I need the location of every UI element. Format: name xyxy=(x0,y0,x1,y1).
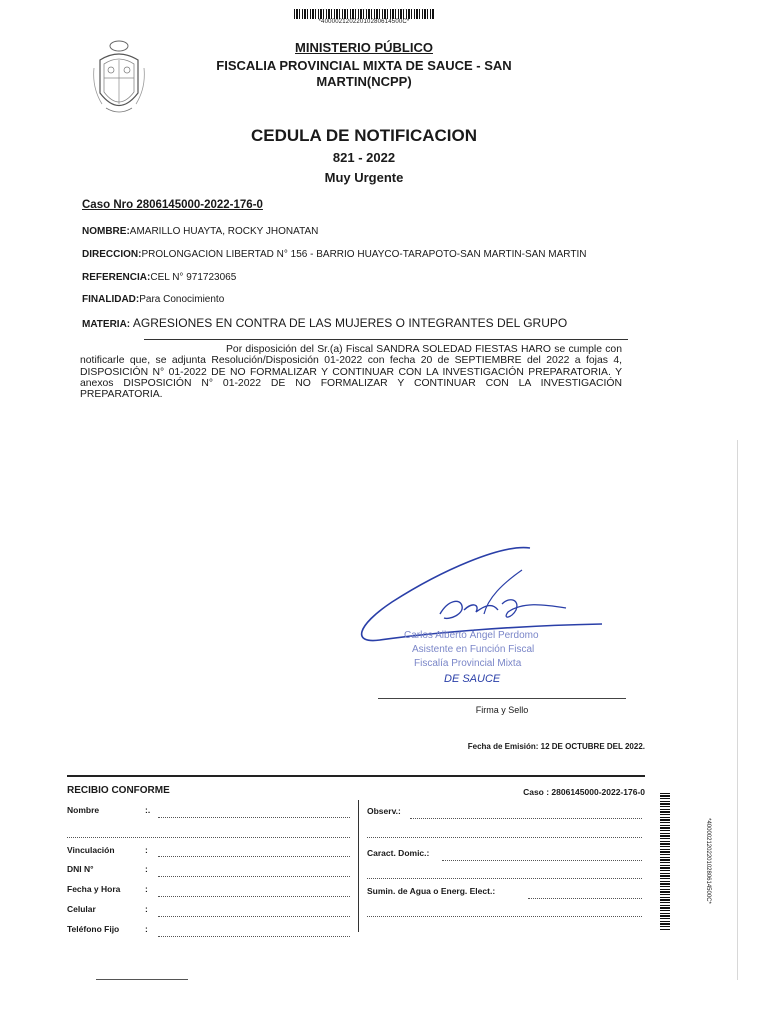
receipt-title: RECIBIO CONFORME xyxy=(67,785,170,796)
side-barcode-text: *40000212022010280614500C* xyxy=(705,818,711,904)
nombre-extra-line[interactable] xyxy=(67,836,350,838)
colon-celular: : xyxy=(145,904,148,914)
telefono-fijo-input-line[interactable] xyxy=(158,935,350,937)
field-nombre xyxy=(82,226,652,237)
nombre-value: AMARILLO HUAYTA, ROCKY JHONATAN xyxy=(129,226,319,237)
label-observ: Observ.: xyxy=(367,806,401,816)
label-telefono-fijo: Teléfono Fijo xyxy=(67,924,120,934)
materia-label: MATERIA: xyxy=(82,319,131,330)
label-caract-domic: Caract. Domic.: xyxy=(367,848,430,858)
colon-nombre: :. xyxy=(145,805,151,815)
celular-input-line[interactable] xyxy=(158,915,350,917)
signature-stamp xyxy=(352,540,612,700)
label-celular: Celular xyxy=(67,904,96,914)
office-name-line2: MARTIN(NCPP) xyxy=(316,74,412,89)
office-name-line1: FISCALIA PROVINCIAL MIXTA DE SAUCE - SAN xyxy=(216,58,512,73)
direccion-label: DIRECCION: xyxy=(82,249,142,260)
label-vinculacion: Vinculación xyxy=(67,845,115,855)
caract-domic-input-line[interactable] xyxy=(442,859,642,861)
stamp-line4: DE SAUCE xyxy=(444,673,501,685)
side-barcode xyxy=(660,793,670,931)
field-referencia xyxy=(82,272,652,283)
finalidad-value: Para Conocimiento xyxy=(139,294,225,305)
label-dni: DNI N° xyxy=(67,864,94,874)
field-finalidad xyxy=(82,294,652,305)
receipt-case: Caso : 2806145000-2022-176-0 xyxy=(523,787,645,797)
top-barcode-text: *40000212022010280614500C* xyxy=(318,19,410,25)
document-title: CEDULA DE NOTIFICACION xyxy=(250,126,478,145)
nombre-label: NOMBRE: xyxy=(82,226,130,237)
vinculacion-input-line[interactable] xyxy=(158,855,350,857)
stamp-line2: Asistente en Función Fiscal xyxy=(412,644,535,655)
fecha-hora-input-line[interactable] xyxy=(158,895,350,897)
nombre-input-line[interactable] xyxy=(158,816,350,818)
page-edge xyxy=(737,440,738,980)
firma-label: Firma y Sello xyxy=(475,705,529,715)
colon-fecha-hora: : xyxy=(145,884,148,894)
issue-date: Fecha de Emisión: 12 DE OCTUBRE DEL 2022. xyxy=(467,742,645,751)
label-fecha-hora: Fecha y Hora xyxy=(67,884,121,894)
label-suministro: Sumin. de Agua o Energ. Elect.: xyxy=(367,886,496,896)
urgency-label: Muy Urgente xyxy=(324,170,404,185)
notification-number: 821 - 2022 xyxy=(332,150,396,165)
top-barcode xyxy=(294,9,434,19)
body-text: Por disposición del Sr.(a) Fiscal SANDRA SOLEDAD FIESTAS HARO se cumple con notificarle que, se adjunta Resolución/Disposición 01-2022 con fecha 20 de SEPTIEMBRE del 2022 a fojas 4, DISPOSICIÓN N° 01-2022 DE NO FORMALIZAR Y CONTINUAR CON LA INVESTIGACIÓN PREPARATORIA. Y anexos DISPOSICIÓN N° 01-2022 DE NO FORMALIZAR Y CONTINUAR CON LA INVESTIGACIÓN PREPARATORIA. xyxy=(80,344,622,401)
signature-line xyxy=(378,698,626,699)
colon-dni: : xyxy=(145,864,148,874)
notification-body xyxy=(80,344,622,400)
observ-input-line[interactable] xyxy=(410,817,642,819)
stamp-line3: Fiscalía Provincial Mixta xyxy=(414,658,522,669)
field-direccion xyxy=(82,249,652,260)
direccion-value: PROLONGACIÓN LIBERTAD N° 156 - BARRIO HUAYCO-TARAPOTO-SAN MARTIN-SAN MARTIN xyxy=(141,249,587,260)
colon-vinculacion: : xyxy=(145,845,148,855)
colon-telefono-fijo: : xyxy=(145,924,148,934)
receipt-divider xyxy=(358,800,359,932)
receipt-top-rule xyxy=(67,775,645,777)
coat-of-arms-seal xyxy=(90,38,148,120)
institution-name: MINISTERIO PÚBLICO xyxy=(295,40,433,55)
dni-input-line[interactable] xyxy=(158,875,350,877)
bottom-rule xyxy=(96,979,188,980)
suministro-input-line[interactable] xyxy=(528,897,642,899)
caract-domic-extra-line[interactable] xyxy=(367,877,642,879)
materia-underline xyxy=(144,339,628,340)
stamp-line1: Carlos Alberto Ángel Perdomo xyxy=(404,630,539,641)
materia-value: AGRESIONES EN CONTRA DE LAS MUJERES O INTEGRANTES DEL GRUPO xyxy=(132,316,568,330)
observ-extra-line[interactable] xyxy=(367,836,642,838)
case-number: Caso Nro 2806145000-2022-176-0 xyxy=(82,199,263,211)
label-nombre: Nombre xyxy=(67,805,100,815)
field-materia xyxy=(82,316,584,330)
referencia-label: REFERENCIA: xyxy=(82,272,151,283)
finalidad-label: FINALIDAD: xyxy=(82,294,140,305)
referencia-value: CEL N° 971723065 xyxy=(150,272,237,283)
suministro-extra-line[interactable] xyxy=(367,915,642,917)
